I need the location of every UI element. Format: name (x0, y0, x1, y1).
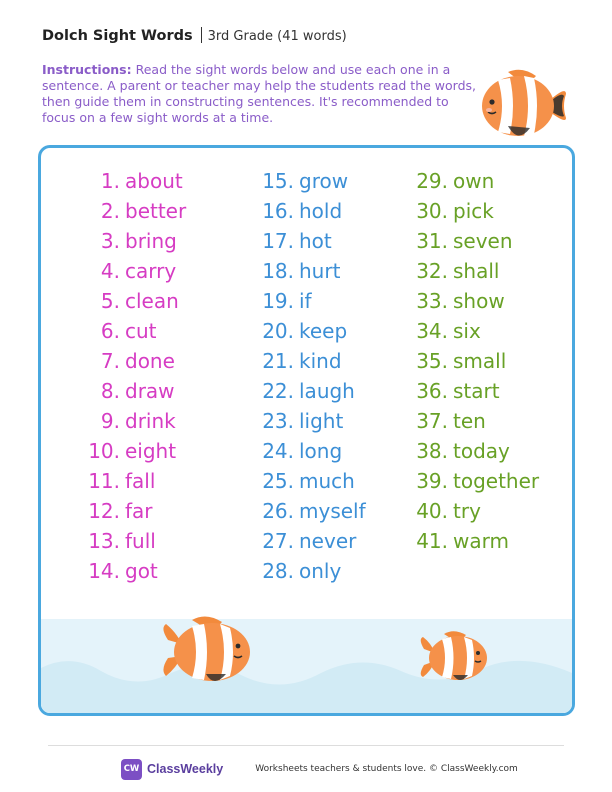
word-text: fall (125, 469, 156, 493)
word-number: 27. (262, 529, 294, 553)
page-subtitle: 3rd Grade (41 words) (207, 29, 347, 44)
word-text: myself (299, 499, 366, 523)
word-text: about (125, 169, 183, 193)
word-number: 4. (100, 259, 120, 283)
sight-word-item (236, 466, 396, 496)
sight-word-item (62, 286, 212, 316)
word-number: 34. (416, 319, 448, 343)
word-column-3 (390, 166, 560, 556)
sight-word-item (390, 256, 560, 286)
word-number: 8. (100, 379, 120, 403)
sight-word-item (236, 526, 396, 556)
word-text: warm (453, 529, 509, 553)
word-number: 18. (262, 259, 294, 283)
word-text: full (125, 529, 156, 553)
instructions-text: Read the sight words below and use each one in a sentence. A parent or teacher may help the students read the words, then guide them in constructing sentences. It's recommended to focus on a few sight words at a time. (42, 62, 477, 125)
sight-word-item (62, 526, 212, 556)
sight-word-item (390, 496, 560, 526)
word-number: 16. (262, 199, 294, 223)
word-number: 6. (100, 319, 120, 343)
sight-word-item (390, 286, 560, 316)
sight-word-item (62, 166, 212, 196)
word-number: 37. (416, 409, 448, 433)
word-number: 25. (262, 469, 294, 493)
sight-word-item (236, 496, 396, 526)
word-number: 3. (100, 229, 120, 253)
sight-word-item (62, 316, 212, 346)
word-number: 32. (416, 259, 448, 283)
sight-word-item (390, 196, 560, 226)
classweekly-logo-icon: CW (121, 759, 142, 780)
word-text: bring (125, 229, 177, 253)
sight-word-item (236, 166, 396, 196)
word-number: 1. (100, 169, 120, 193)
word-text: hurt (299, 259, 341, 283)
sight-word-item (390, 316, 560, 346)
footer (121, 757, 518, 781)
sight-word-item (62, 496, 212, 526)
word-number: 11. (88, 469, 120, 493)
word-number: 22. (262, 379, 294, 403)
word-text: hold (299, 199, 343, 223)
word-number: 7. (100, 349, 120, 373)
sight-word-item (390, 466, 560, 496)
word-number: 41. (416, 529, 448, 553)
word-number: 40. (416, 499, 448, 523)
clownfish-icon (162, 614, 254, 686)
sight-word-item (62, 466, 212, 496)
word-text: kind (299, 349, 342, 373)
footer-tagline: Worksheets teachers & students love. © ClassWeekly.com (255, 764, 518, 774)
sight-word-item (236, 556, 396, 586)
sight-word-item (390, 166, 560, 196)
sight-word-item (236, 406, 396, 436)
word-text: only (299, 559, 342, 583)
sight-word-item (390, 376, 560, 406)
clownfish-icon (420, 629, 490, 685)
word-text: try (453, 499, 481, 523)
word-text: pick (453, 199, 494, 223)
word-number: 26. (262, 499, 294, 523)
sight-word-item (390, 526, 560, 556)
worksheet-header (42, 27, 347, 44)
word-text: seven (453, 229, 513, 253)
word-text: light (299, 409, 344, 433)
footer-divider (48, 745, 564, 746)
word-text: if (299, 289, 312, 313)
word-text: eight (125, 439, 177, 463)
word-number: 15. (262, 169, 294, 193)
word-text: grow (299, 169, 349, 193)
word-text: long (299, 439, 343, 463)
word-text: hot (299, 229, 332, 253)
word-number: 39. (416, 469, 448, 493)
word-text: keep (299, 319, 348, 343)
sight-word-item (390, 226, 560, 256)
word-text: shall (453, 259, 500, 283)
word-number: 31. (416, 229, 448, 253)
word-number: 10. (88, 439, 120, 463)
water-scene (41, 619, 572, 713)
brand-name: ClassWeekly (147, 762, 224, 776)
word-text: six (453, 319, 481, 343)
instructions (42, 62, 477, 126)
sight-word-item (236, 436, 396, 466)
word-number: 21. (262, 349, 294, 373)
word-number: 2. (100, 199, 120, 223)
sight-word-item (390, 346, 560, 376)
word-text: laugh (299, 379, 355, 403)
sight-word-item (62, 346, 212, 376)
word-column-1 (62, 166, 212, 586)
sight-word-item (236, 346, 396, 376)
word-text: ten (453, 409, 486, 433)
word-text: carry (125, 259, 177, 283)
word-number: 30. (416, 199, 448, 223)
sight-word-item (62, 226, 212, 256)
sight-word-item (62, 196, 212, 226)
sight-word-item (236, 256, 396, 286)
word-number: 9. (100, 409, 120, 433)
sight-word-item (236, 316, 396, 346)
word-text: clean (125, 289, 179, 313)
word-number: 38. (416, 439, 448, 463)
word-text: got (125, 559, 158, 583)
word-text: own (453, 169, 495, 193)
page-title: Dolch Sight Words (42, 28, 193, 44)
word-text: together (453, 469, 540, 493)
sight-word-item (62, 376, 212, 406)
sight-word-item (390, 436, 560, 466)
wave-decoration (41, 643, 572, 713)
word-number: 13. (88, 529, 120, 553)
word-text: start (453, 379, 500, 403)
word-number: 19. (262, 289, 294, 313)
sight-word-item (236, 286, 396, 316)
sight-word-item (62, 436, 212, 466)
word-number: 14. (88, 559, 120, 583)
word-number: 33. (416, 289, 448, 313)
sight-word-item (236, 196, 396, 226)
word-text: better (125, 199, 187, 223)
word-number: 29. (416, 169, 448, 193)
word-number: 36. (416, 379, 448, 403)
word-number: 20. (262, 319, 294, 343)
word-number: 28. (262, 559, 294, 583)
sight-word-item (62, 256, 212, 286)
word-text: small (453, 349, 507, 373)
word-text: cut (125, 319, 157, 343)
sight-word-item (236, 376, 396, 406)
word-number: 24. (262, 439, 294, 463)
clownfish-icon (478, 66, 568, 146)
word-number: 35. (416, 349, 448, 373)
title-divider (201, 27, 202, 43)
word-text: never (299, 529, 357, 553)
word-number: 12. (88, 499, 120, 523)
word-text: draw (125, 379, 175, 403)
sight-word-item (62, 406, 212, 436)
sight-word-item (62, 556, 212, 586)
word-column-2 (236, 166, 396, 586)
word-number: 5. (100, 289, 120, 313)
word-text: drink (125, 409, 176, 433)
sight-word-item (236, 226, 396, 256)
word-text: today (453, 439, 510, 463)
word-text: show (453, 289, 505, 313)
word-text: far (125, 499, 153, 523)
word-number: 23. (262, 409, 294, 433)
word-text: much (299, 469, 355, 493)
word-text: done (125, 349, 175, 373)
sight-word-item (390, 406, 560, 436)
instructions-label: Instructions: (42, 62, 132, 77)
word-number: 17. (262, 229, 294, 253)
